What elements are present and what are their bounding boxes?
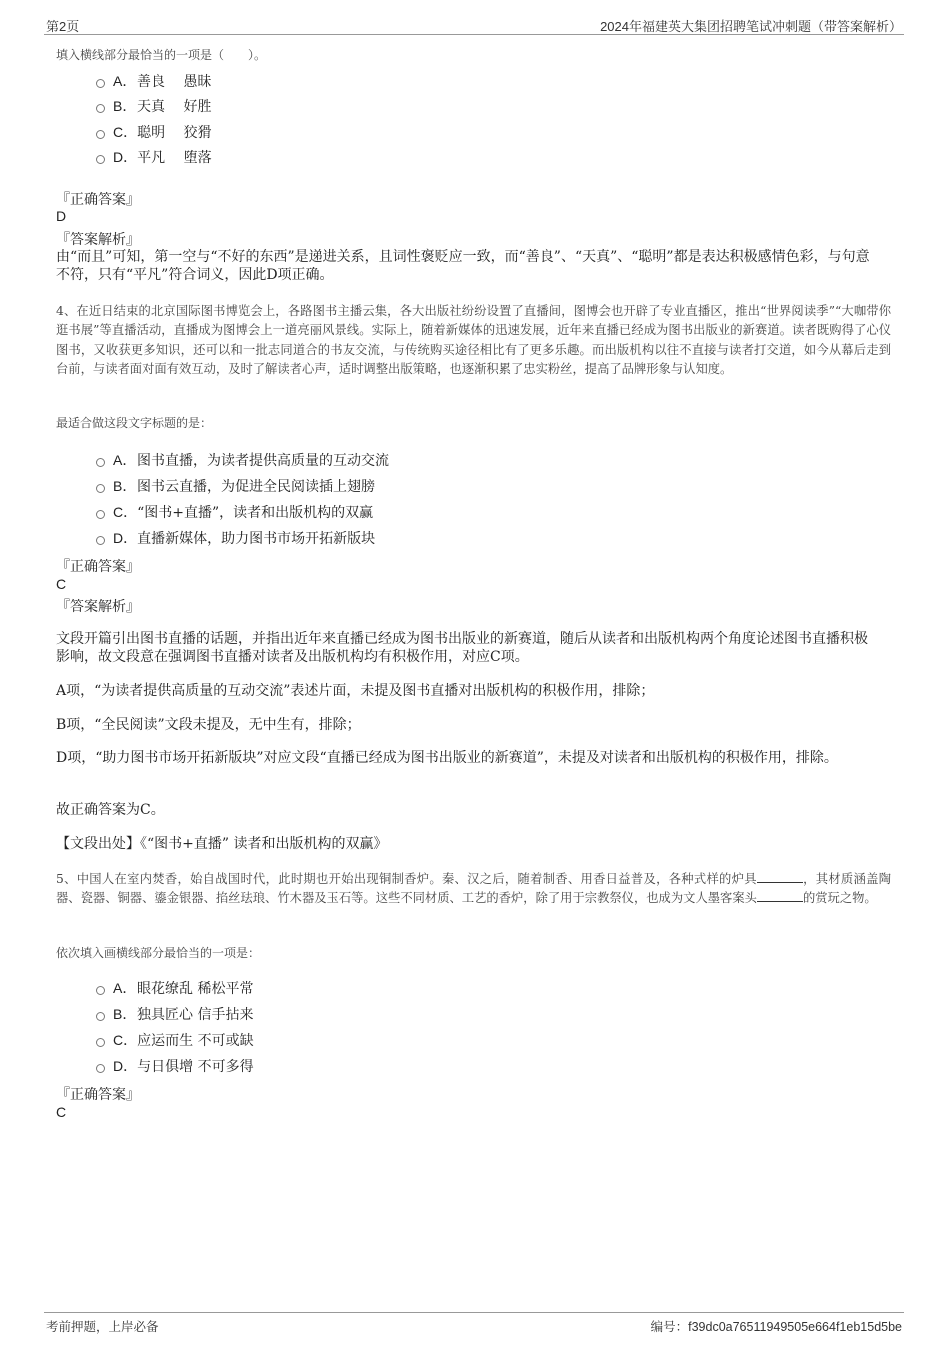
q4-option-b[interactable]: B． 图书云直播，为促进全民阅读插上翅膀 [96, 475, 375, 497]
q5-passage: 5、中国人在室内焚香，始自战国时代，此时期也开始出现铜制香炉。秦、汉之后，随着制香、用香日益普及，各种式样的炉具 ，其材质涵盖陶器、瓷器、铜器、鎏金银器、掐丝珐琅、竹木器及玉石等。这些不同材质、工艺的香炉，除了用于宗教祭仪，也成为文人墨客案头 的赏玩之物。 [56, 872, 891, 906]
radio-icon[interactable] [96, 79, 105, 88]
q4-option-c[interactable]: C． “图书+直播”，读者和出版机构的双赢 [96, 501, 373, 523]
q5-question: 依次填入画横线部分最恰当的一项是： [56, 946, 261, 960]
q4-analysis-para: D项，“助力图书市场开拓新版块”对应文段“直播已经成为图书出版业的新赛道”，未提及对读者和出版机构的积极作用，排除。 [56, 750, 838, 766]
q5-answer: C [56, 1104, 67, 1120]
q4-analysis-label: 『答案解析』 [56, 599, 140, 615]
radio-icon[interactable] [96, 1064, 105, 1073]
document-title: 2024年福建英大集团招聘笔试冲刺题（带答案解析） [600, 19, 902, 34]
radio-icon[interactable] [96, 986, 105, 995]
q5-option-c[interactable]: C． 应运而生 不可或缺 [96, 1029, 254, 1051]
q5-option-d[interactable]: D． 与日俱增 不可多得 [96, 1055, 254, 1077]
radio-icon[interactable] [96, 458, 105, 467]
fill-blank [757, 889, 803, 902]
q4-question: 最适合做这段文字标题的是： [56, 416, 213, 430]
q4-option-a[interactable]: A． 图书直播，为读者提供高质量的互动交流 [96, 449, 389, 471]
q4-passage: 4、在近日结束的北京国际图书博览会上，各路图书主播云集，各大出版社纷纷设置了直播间，图博会也开辟了专业直播区，推出“世界阅读季”“大咖带你逛书展”等直播活动，直播成为图博会上一道亮丽风景线。实际上，随着新媒体的迅速发展，近年来直播已经成为图书出版业的新赛道。读者既购得了心仪图书，又收获更多知识，还可以和一批志同道合的书友交流，与传统购买途径相比有了更多乐趣。而出版机构以往不直接与读者打交道，如今从幕后走到台前，与读者面对面有效互动，及时了解读者心声，适时调整出版策略，也逐渐积累了忠实粉丝，提高了品牌形象与认知度。 [56, 304, 891, 376]
radio-icon[interactable] [96, 536, 105, 545]
radio-icon[interactable] [96, 1038, 105, 1047]
q4-source: 【文段出处】《“图书+直播” 读者和出版机构的双赢》 [56, 836, 388, 852]
q4-analysis-para: B项，“全民阅读”文段未提及，无中生有，排除； [56, 717, 361, 733]
radio-icon[interactable] [96, 104, 105, 113]
q5-option-a[interactable]: A． 眼花缭乱 稀松平常 [96, 977, 253, 999]
q3-option-b[interactable]: B． 天真 好胜 [96, 95, 211, 117]
footer-slogan: 考前押题，上岸必备 [46, 1320, 159, 1334]
radio-icon[interactable] [96, 510, 105, 519]
q4-analysis-para: A项，“为读者提供高质量的互动交流”表述片面，未提及图书直播对出版机构的积极作用，排除； [56, 683, 655, 699]
q3-option-d[interactable]: D． 平凡 堕落 [96, 146, 212, 168]
page-footer [44, 1312, 904, 1335]
q3-answer: D [56, 208, 67, 224]
q4-answer-label: 『正确答案』 [56, 559, 140, 575]
q5-answer-label: 『正确答案』 [56, 1087, 140, 1103]
radio-icon[interactable] [96, 484, 105, 493]
page-header [44, 14, 904, 35]
q4-analysis-para: 文段开篇引出图书直播的话题，并指出近年来直播已经成为图书出版业的新赛道，随后从读者和出版机构两个角度论述图书直播积极影响，故文段意在强调图书直播对读者及出版机构均有积极作用，对应C项。 [56, 631, 868, 665]
fill-blank [757, 870, 803, 883]
page-number: 第2页 [46, 19, 80, 34]
q3-option-a[interactable]: A． 善良 愚昧 [96, 70, 211, 92]
radio-icon[interactable] [96, 1012, 105, 1021]
radio-icon[interactable] [96, 130, 105, 139]
q4-answer: C [56, 576, 67, 592]
q3-option-c[interactable]: C． 聪明 狡猾 [96, 121, 212, 143]
q3-answer-label: 『正确答案』 [56, 192, 140, 208]
q4-analysis-para: 故正确答案为C。 [56, 802, 165, 818]
radio-icon[interactable] [96, 155, 105, 164]
q3-analysis: 由“而且”可知，第一空与“不好的东西”是递进关系，且词性褒贬应一致，而“善良”、“天真”、“聪明”都是表达积极感情色彩，与句意不符，只有“平凡”符合词义，因此D项正确。 [56, 249, 870, 283]
q3-stem: 填入横线部分最恰当的一项是（ ）。 [56, 48, 267, 62]
q4-option-d[interactable]: D． 直播新媒体，助力图书市场开拓新版块 [96, 527, 375, 549]
q3-analysis-label: 『答案解析』 [56, 232, 140, 248]
footer-code: 编号：f39dc0a76511949505e664f1eb15d5be [650, 1320, 902, 1334]
q5-option-b[interactable]: B． 独具匠心 信手拈来 [96, 1003, 253, 1025]
